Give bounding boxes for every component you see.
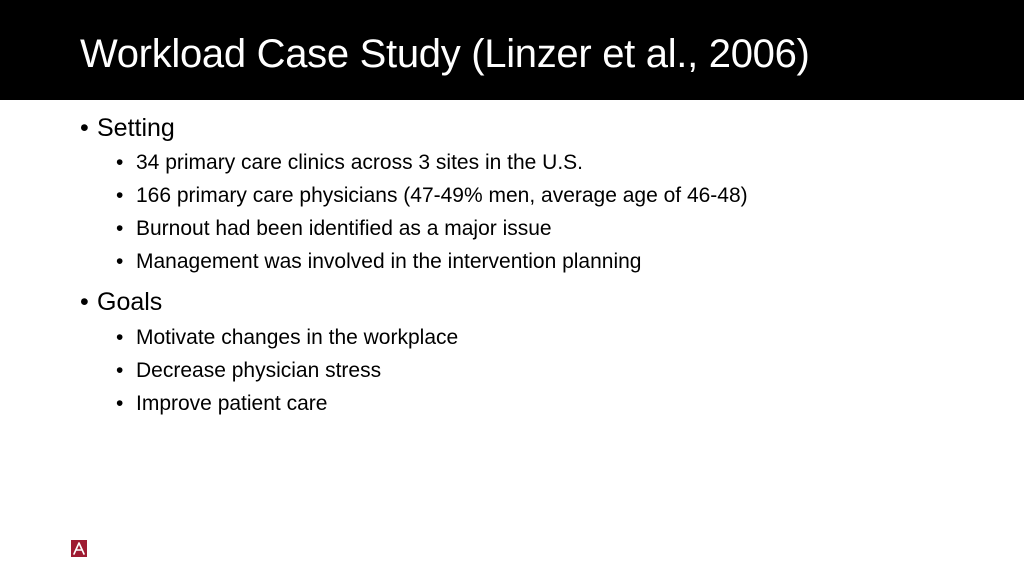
script-a-logo-icon	[71, 540, 87, 557]
list-item: • 166 primary care physicians (47-49% men, average age of 46-48)	[116, 184, 748, 207]
list-item: • Decrease physician stress	[116, 359, 382, 382]
section-heading-setting: • Setting	[80, 114, 175, 142]
title-bar	[0, 0, 1024, 100]
list-item: • Motivate changes in the workplace	[116, 326, 459, 349]
list-item: • Improve patient care	[116, 392, 328, 415]
bullet: •	[80, 114, 89, 142]
slide-title: Workload Case Study (Linzer et al., 2006)	[80, 32, 810, 76]
list-item: • Management was involved in the intervention planning	[116, 250, 642, 273]
section-heading-goals: • Goals	[80, 288, 163, 316]
bullet: •	[80, 288, 89, 316]
list-item: • 34 primary care clinics across 3 sites in the U.S.	[116, 151, 583, 174]
list-item: • Burnout had been identified as a major issue	[116, 217, 552, 240]
